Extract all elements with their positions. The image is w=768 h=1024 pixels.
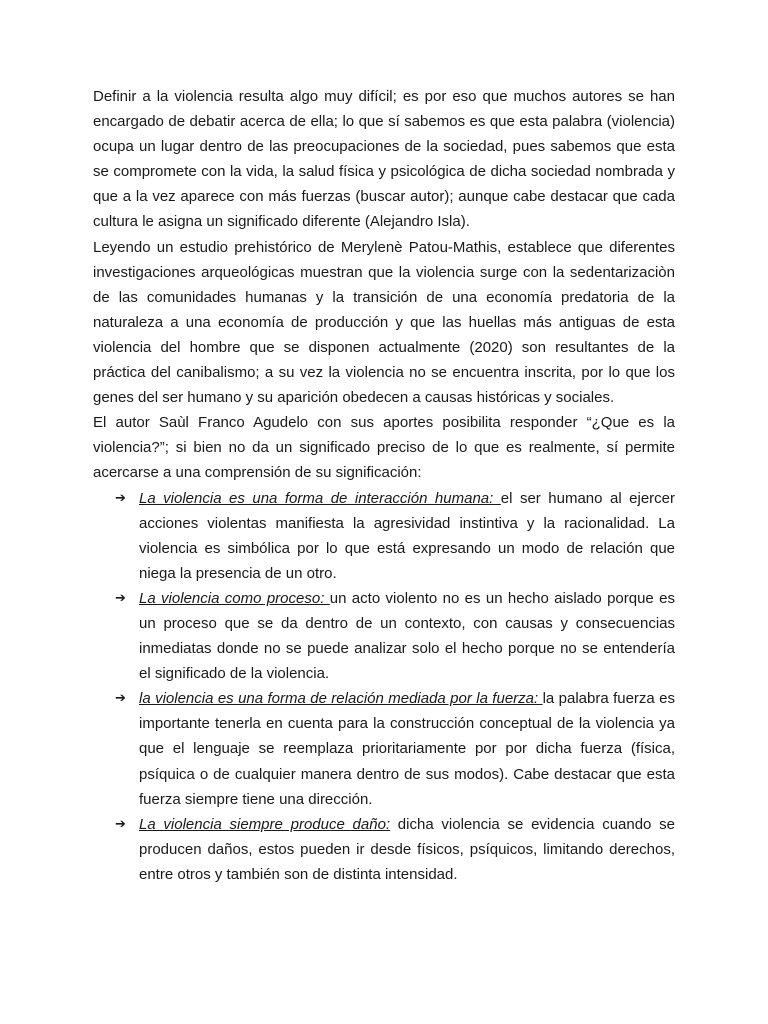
document-body <box>93 84 675 887</box>
bullet-term: La violencia siempre produce daño: <box>139 815 391 833</box>
bullet-list <box>93 486 675 888</box>
bullet-term: La violencia como proceso: <box>139 589 330 607</box>
arrow-bullet-icon: ➔ <box>115 490 126 506</box>
list-item <box>93 586 675 686</box>
bullet-text: el ser humano al ejercer acciones violentas manifiesta la agresividad instintiva y la racionalidad. La violencia es simbólica por lo que está expresando un modo de relación que niega la presencia de un otro. <box>139 489 676 582</box>
list-item <box>93 486 675 586</box>
paragraph-franco-agudelo: El autor Saùl Franco Agudelo con sus aportes posibilita responder “¿Que es la violencia?”; si bien no da un significado preciso de lo que es realmente, sí permite acercarse a una comprensión de su significación: <box>93 414 675 482</box>
arrow-bullet-icon: ➔ <box>115 691 126 707</box>
bullet-text: la palabra fuerza es importante tenerla en cuenta para la construcción conceptual de la violencia ya que el lenguaje se reemplaza prioritariamente por por dicha fuerza (física, psíquica o de cualquier manera dentro de sus modos). Cabe destacar que esta fuerza siempre tiene una dirección. <box>139 690 676 808</box>
list-item <box>93 812 675 887</box>
paragraph-violence-definition: Definir a la violencia resulta algo muy difícil; es por eso que muchos autores se han encargado de debatir acerca de ella; lo que sí sabemos es que esta palabra (violencia) ocupa un lugar dentro de las preocupaciones de la sociedad, pues sabemos que esta se compromete con la vida, la salud física y psicológica de dicha sociedad nombrada y que a la vez aparece con más fuerzas (buscar autor); aunque cabe destacar que cada cultura le asigna un significado diferente (Alejandro Isla). <box>93 88 675 231</box>
bullet-text: dicha violencia se evidencia cuando se producen daños, estos pueden ir desde físicos, psíquicos, limitando derechos, entre otros y también son de distinta intensidad. <box>139 815 675 883</box>
bullet-term: la violencia es una forma de relación mediada por la fuerza: <box>139 690 543 708</box>
bullet-term: La violencia es una forma de interacción humana: <box>139 489 501 507</box>
arrow-bullet-icon: ➔ <box>115 816 126 832</box>
paragraph-prehistoric-study: Leyendo un estudio prehistórico de Merylenè Patou-Mathis, establece que diferentes investigaciones arqueológicas muestran que la violencia surge con la sedentarizaciòn de las comunidades humanas y la transición de una economía predatoria de la naturaleza a una economía de producción y que las huellas más antiguas de esta violencia del hombre que se disponen actualmente (2020) son resultantes de la práctica del canibalismo; a su vez la violencia no se encuentra inscrita, por lo que los genes del ser humano y su aparición obedecen a causas históricas y sociales. <box>93 238 675 407</box>
list-item <box>93 686 675 811</box>
arrow-bullet-icon: ➔ <box>115 590 126 606</box>
bullet-text: un acto violento no es un hecho aislado porque es un proceso que se da dentro de un contexto, con causas y consecuencias inmediatas donde no se puede analizar solo el hecho porque no se entendería el significado de la violencia. <box>139 589 675 683</box>
